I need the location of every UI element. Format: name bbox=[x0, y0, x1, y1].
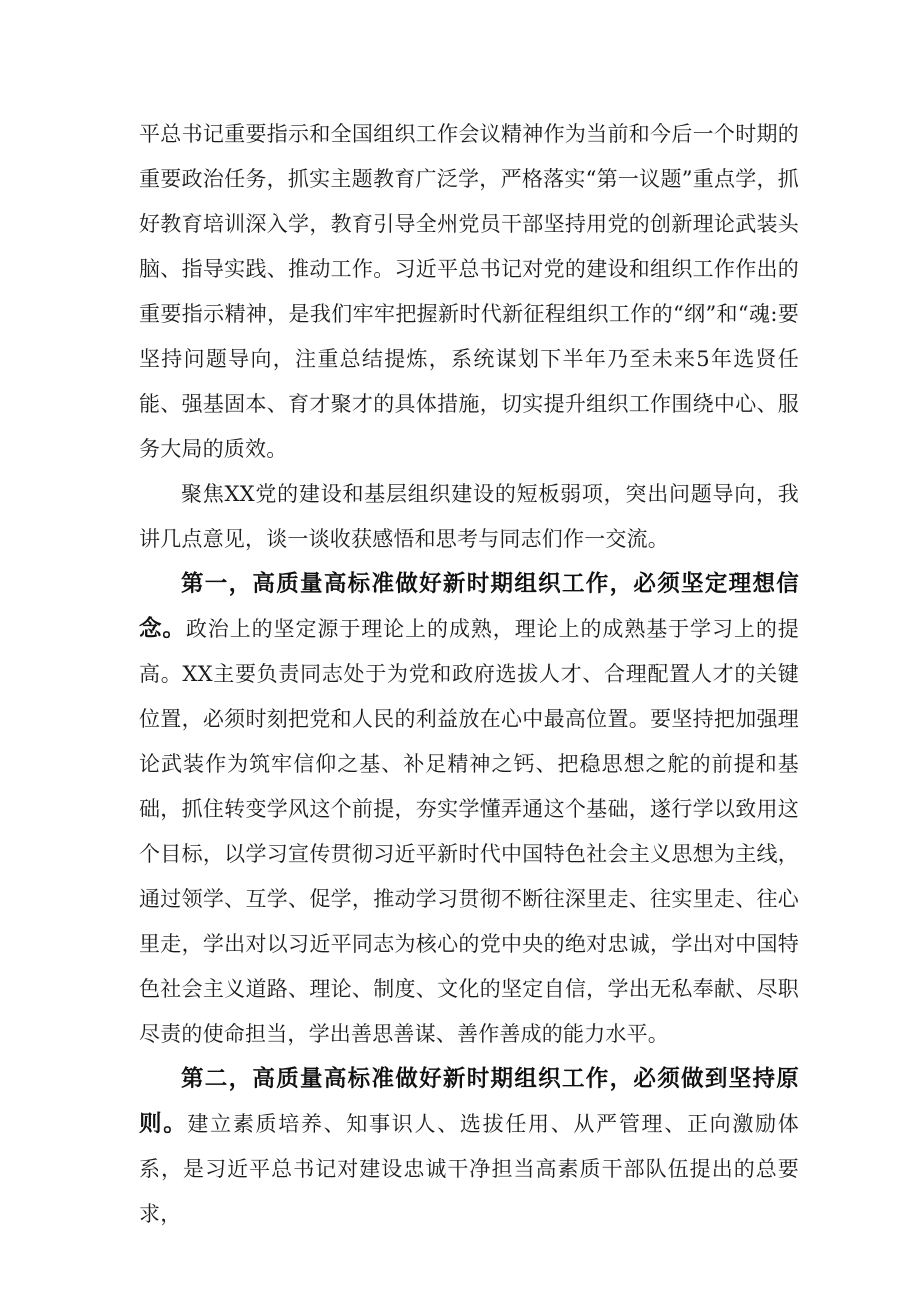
paragraph-heading: 第二，高质量高标准做好新时期组织工作，必须做到坚持原则。 bbox=[139, 1066, 799, 1137]
paragraph-continuation bbox=[139, 112, 799, 472]
paragraph-text: 政治上的坚定源于理论上的成熟，理论上的成熟基于学习上的提高。XX主要负责同志处于为党和政府选拔人才、合理配置人才的关键位置，必须时刻把党和人民的利益放在心中最高位置。要坚持把加强理论武装作为筑牢信仰之基、补足精神之钙、把稳思想之舵的前提和基础，抓住转变学风这个前提，夯实学懂弄通这个基础，遂行学以致用这个目标，以学习宣传贯彻习近平新时代中国特色社会主义思想为主线，通过领学、互学、促学，推动学习贯彻不断往深里走、往实里走、往心里走，学出对以习近平同志为核心的党中央的绝对忠诚，学出对中国特色社会主义道路、理论、制度、文化的坚定自信，学出无私奉献、尽职尽责的使命担当，学出善思善谋、善作善成的能力水平。 bbox=[139, 617, 799, 1046]
paragraph-point-one bbox=[139, 562, 799, 1057]
paragraph-text: 建立素质培养、知事识人、选拔任用、从严管理、正向激励体系，是习近平总书记对建设忠诚干净担当高素质干部队伍提出的总要求， bbox=[139, 1112, 799, 1226]
paragraph-intro bbox=[139, 472, 799, 562]
paragraph-point-two bbox=[139, 1057, 799, 1237]
paragraph-heading: 第一，高质量高标准做好新时期组织工作，必须坚定理想信念。 bbox=[139, 571, 799, 642]
document-body bbox=[139, 112, 799, 1237]
paragraph-text: 聚焦XX党的建设和基层组织建设的短板弱项，突出问题导向，我讲几点意见，谈一谈收获感悟和思考与同志们作一交流。 bbox=[139, 482, 799, 551]
paragraph-text: 平总书记重要指示和全国组织工作会议精神作为当前和今后一个时期的重要政治任务，抓实主题教育广泛学，严格落实“第一议题”重点学，抓好教育培训深入学，教育引导全州党员干部坚持用党的创新理论武装头脑、指导实践、推动工作。习近平总书记对党的建设和组织工作作出的重要指示精神，是我们牢牢把握新时代新征程组织工作的“纲”和“魂:要坚持问题导向，注重总结提炼，系统谋划下半年乃至未来5年选贤任能、强基固本、育才聚才的具体措施，切实提升组织工作围绕中心、服务大局的质效。 bbox=[139, 122, 799, 461]
